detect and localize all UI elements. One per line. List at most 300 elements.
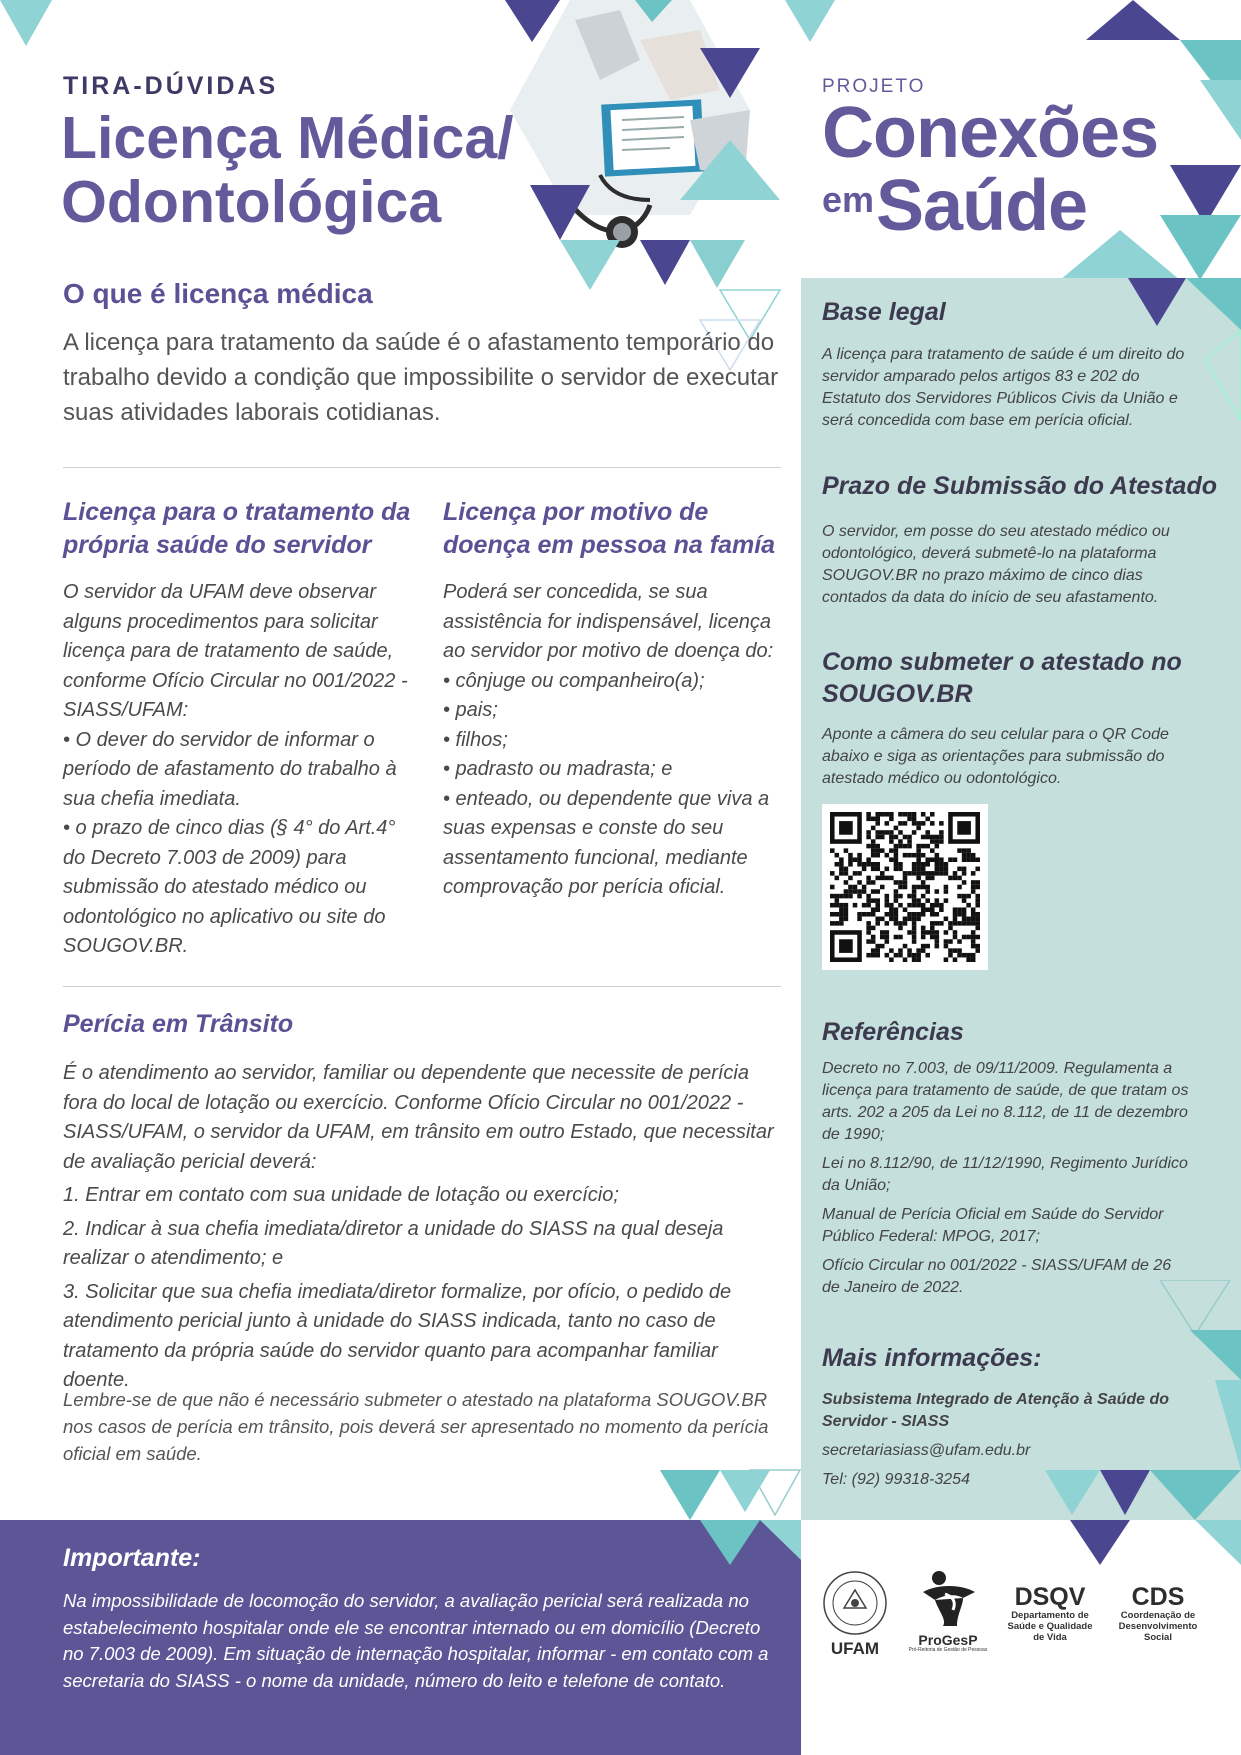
- pericia-note: Lembre-se de que não é necessário submeter o atestado na plataforma SOUGOV.BR nos casos de perícia em trânsito, pois deverá ser apresentado no momento da perícia oficial em saúde.: [63, 1389, 769, 1464]
- qr-module: [912, 939, 917, 944]
- qr-module: [844, 848, 849, 853]
- intro-title: O que é licença médica: [63, 278, 373, 309]
- qr-module: [907, 953, 912, 958]
- qr-module: [857, 853, 862, 858]
- qr-module: [880, 871, 885, 876]
- qr-module: [894, 889, 899, 894]
- col-right-line: • filhos;: [443, 728, 508, 751]
- qr-module: [966, 853, 971, 858]
- qr-module: [935, 939, 940, 944]
- qr-module: [962, 880, 967, 885]
- qr-module: [898, 830, 903, 835]
- qr-module: [898, 812, 903, 817]
- qr-module: [889, 957, 894, 962]
- qr-module: [912, 889, 917, 894]
- qr-module: [894, 848, 899, 853]
- qr-module: [871, 935, 876, 940]
- page-title: [61, 106, 561, 234]
- qr-module: [857, 894, 862, 899]
- qr-module: [930, 907, 935, 912]
- qr-module: [857, 889, 862, 894]
- cds-logo: [1110, 1584, 1206, 1643]
- qr-module: [944, 930, 949, 935]
- qr-module: [830, 871, 835, 876]
- qr-module: [889, 848, 894, 853]
- qr-module: [903, 885, 908, 890]
- qr-module: [935, 867, 940, 872]
- qr-module: [880, 830, 885, 835]
- qr-module: [875, 898, 880, 903]
- qr-module: [903, 821, 908, 826]
- qr-module: [916, 871, 921, 876]
- qr-module: [894, 867, 899, 872]
- qr-module: [975, 894, 980, 899]
- qr-module: [889, 817, 894, 822]
- qr-module: [944, 862, 949, 867]
- qr-module: [866, 921, 871, 926]
- qr-module: [866, 953, 871, 958]
- qr-module: [925, 835, 930, 840]
- qr-module: [907, 817, 912, 822]
- ufam-seal-icon: [822, 1570, 888, 1636]
- qr-module: [912, 953, 917, 958]
- qr-module: [948, 926, 953, 931]
- referencias-title: Referências: [822, 1018, 964, 1046]
- qr-module: [857, 871, 862, 876]
- qr-module: [939, 903, 944, 908]
- qr-module: [885, 812, 890, 817]
- qr-module: [853, 889, 858, 894]
- qr-module: [839, 862, 844, 867]
- qr-module: [912, 867, 917, 872]
- qr-module: [866, 876, 871, 881]
- qr-module: [894, 907, 899, 912]
- qr-module: [962, 907, 967, 912]
- pericia-text: [63, 1059, 775, 1400]
- qr-module: [894, 921, 899, 926]
- qr-module: [962, 848, 967, 853]
- qr-module: [953, 876, 958, 881]
- qr-module: [925, 944, 930, 949]
- qr-module: [957, 867, 962, 872]
- qr-module: [848, 862, 853, 867]
- qr-module: [875, 948, 880, 953]
- qr-module: [871, 948, 876, 953]
- qr-module: [930, 921, 935, 926]
- qr-module: [844, 917, 849, 922]
- qr-module: [971, 921, 976, 926]
- qr-module: [875, 848, 880, 853]
- qr-module: [853, 871, 858, 876]
- qr-module: [962, 871, 967, 876]
- qr-module: [939, 830, 944, 835]
- qr-module: [857, 880, 862, 885]
- qr-module: [953, 907, 958, 912]
- qr-module: [907, 903, 912, 908]
- qr-module: [880, 835, 885, 840]
- referencias-list: [822, 1058, 1190, 1306]
- brand-em: em: [822, 179, 875, 220]
- qr-module: [866, 898, 871, 903]
- qr-module: [853, 857, 858, 862]
- qr-module: [912, 926, 917, 931]
- qr-module: [898, 867, 903, 872]
- qr-module: [935, 862, 940, 867]
- importante-decor: [650, 1470, 801, 1570]
- qr-module: [925, 830, 930, 835]
- qr-module: [839, 917, 844, 922]
- qr-module: [962, 935, 967, 940]
- qr-module: [939, 871, 944, 876]
- qr-module: [925, 862, 930, 867]
- qr-module: [844, 889, 849, 894]
- mais-info-org: Subsistema Integrado de Atenção à Saúde do Servidor - SIASS: [822, 1391, 1170, 1430]
- qr-module: [925, 871, 930, 876]
- qr-module: [925, 953, 930, 958]
- qr-module: [935, 844, 940, 849]
- qr-module: [975, 926, 980, 931]
- qr-module: [885, 821, 890, 826]
- qr-module: [953, 948, 958, 953]
- qr-module: [830, 848, 835, 853]
- qr-module: [962, 867, 967, 872]
- qr-module: [925, 857, 930, 862]
- qr-module: [839, 857, 844, 862]
- qr-module: [885, 830, 890, 835]
- qr-module: [971, 880, 976, 885]
- qr-module: [912, 921, 917, 926]
- qr-module: [912, 912, 917, 917]
- divider: [63, 986, 781, 987]
- qr-module: [921, 880, 926, 885]
- qr-module: [930, 926, 935, 931]
- progesp-logo: [908, 1570, 988, 1654]
- qr-module: [898, 894, 903, 899]
- qr-module: [866, 835, 871, 840]
- qr-module: [830, 885, 835, 890]
- qr-module: [903, 844, 908, 849]
- qr-module: [975, 880, 980, 885]
- qr-module: [830, 921, 835, 926]
- qr-module: [875, 953, 880, 958]
- qr-module: [903, 917, 908, 922]
- qr-module: [935, 921, 940, 926]
- qr-module: [866, 926, 871, 931]
- qr-module: [844, 871, 849, 876]
- qr-module: [912, 862, 917, 867]
- qr-module: [925, 876, 930, 881]
- qr-module: [971, 957, 976, 962]
- qr-module: [885, 876, 890, 881]
- qr-module: [875, 917, 880, 922]
- qr-module: [866, 862, 871, 867]
- qr-module: [844, 880, 849, 885]
- qr-module: [894, 935, 899, 940]
- qr-module: [885, 903, 890, 908]
- qr-module: [916, 853, 921, 858]
- qr-module: [907, 844, 912, 849]
- qr-module: [975, 898, 980, 903]
- qr-module: [975, 948, 980, 953]
- qr-module: [912, 903, 917, 908]
- qr-module: [912, 812, 917, 817]
- pericia-paragraph: É o atendimento ao servidor, familiar ou dependente que necessite de perícia fora do local de lotação ou exercício. Conforme Ofício Circular no 001/2022 - SIASS/UFAM, o servidor da UFAM, em trânsito em outro Estado, que necessitar de avaliação pericial deverá:: [63, 1062, 774, 1173]
- qr-module: [971, 939, 976, 944]
- qr-module: [925, 930, 930, 935]
- qr-module: [975, 917, 980, 922]
- qr-module: [939, 857, 944, 862]
- qr-module: [844, 912, 849, 917]
- qr-module: [953, 957, 958, 962]
- qr-module: [966, 894, 971, 899]
- qr-module: [885, 935, 890, 940]
- qr-module: [935, 853, 940, 858]
- referencia-item: Manual de Perícia Oficial em Saúde do Servidor Público Federal: MPOG, 2017;: [822, 1206, 1164, 1245]
- qr-module: [880, 935, 885, 940]
- qr-module: [862, 889, 867, 894]
- qr-module: [944, 889, 949, 894]
- qr-module: [871, 953, 876, 958]
- qr-module: [898, 948, 903, 953]
- qr-module: [921, 912, 926, 917]
- qr-module: [939, 862, 944, 867]
- qr-module: [971, 871, 976, 876]
- qr-module: [875, 921, 880, 926]
- mais-info-email[interactable]: secretariasiass@ufam.edu.br: [822, 1442, 1031, 1459]
- col-right-line: • enteado, ou dependente que viva a suas expensas e conste do seu assentamento funcional, mediante comprovação por perícia oficial.: [443, 787, 770, 898]
- qr-module: [971, 857, 976, 862]
- qr-module: [957, 885, 962, 890]
- qr-module: [875, 812, 880, 817]
- qr-module: [866, 817, 871, 822]
- qr-module: [962, 921, 967, 926]
- referencia-item: Ofício Circular no 001/2022 - SIASS/UFAM de 26 de Janeiro de 2022.: [822, 1257, 1172, 1296]
- qr-module: [875, 907, 880, 912]
- qr-module: [944, 871, 949, 876]
- qr-module: [971, 930, 976, 935]
- qr-module: [925, 907, 930, 912]
- qr-module: [875, 835, 880, 840]
- qr-module: [957, 876, 962, 881]
- qr-module: [966, 921, 971, 926]
- qr-module: [871, 889, 876, 894]
- qr-module: [839, 821, 853, 835]
- qr-code-icon[interactable]: [822, 804, 988, 970]
- qr-module: [848, 885, 853, 890]
- qr-module: [930, 839, 935, 844]
- qr-module: [957, 848, 962, 853]
- qr-module: [848, 894, 853, 899]
- qr-module: [916, 912, 921, 917]
- qr-module: [857, 917, 862, 922]
- qr-module: [871, 867, 876, 872]
- qr-module: [866, 894, 871, 899]
- qr-module: [862, 862, 867, 867]
- brand-logo: [822, 76, 1222, 246]
- qr-module: [953, 917, 958, 922]
- qr-module: [889, 912, 894, 917]
- qr-module: [898, 903, 903, 908]
- qr-module: [921, 871, 926, 876]
- qr-module: [912, 821, 917, 826]
- qr-module: [916, 903, 921, 908]
- qr-module: [957, 907, 962, 912]
- qr-module: [962, 853, 967, 858]
- qr-module: [962, 894, 967, 899]
- qr-module: [930, 871, 935, 876]
- qr-module: [885, 853, 890, 858]
- mais-info-title: Mais informações:: [822, 1344, 1042, 1372]
- qr-module: [971, 935, 976, 940]
- qr-module: [875, 862, 880, 867]
- qr-module: [839, 867, 844, 872]
- pericia-paragraph: 1. Entrar em contato com sua unidade de lotação ou exercício;: [63, 1184, 619, 1206]
- qr-module: [916, 885, 921, 890]
- qr-module: [912, 957, 917, 962]
- qr-module: [971, 907, 976, 912]
- qr-module: [875, 817, 880, 822]
- qr-module: [894, 853, 899, 858]
- qr-module: [921, 812, 926, 817]
- qr-module: [903, 876, 908, 881]
- qr-module: [885, 930, 890, 935]
- footer-logos: [820, 1570, 1220, 1670]
- qr-module: [944, 957, 949, 962]
- qr-module: [903, 871, 908, 876]
- qr-module: [935, 871, 940, 876]
- qr-module: [916, 857, 921, 862]
- qr-module: [953, 912, 958, 917]
- qr-module: [948, 921, 953, 926]
- qr-module: [871, 839, 876, 844]
- col-right-line: • cônjuge ou companheiro(a);: [443, 669, 705, 692]
- qr-module: [916, 876, 921, 881]
- qr-module: [898, 844, 903, 849]
- qr-module: [885, 912, 890, 917]
- qr-module: [898, 880, 903, 885]
- qr-module: [907, 948, 912, 953]
- qr-module: [921, 903, 926, 908]
- divider: [63, 467, 781, 468]
- qr-module: [889, 876, 894, 881]
- qr-module: [925, 898, 930, 903]
- dsqv-logo: [1002, 1584, 1098, 1643]
- qr-module: [925, 844, 930, 849]
- prazo-text: O servidor, em posse do seu atestado médico ou odontológico, deverá submetê-lo na plataforma SOUGOV.BR no prazo máximo de cinco dias contados da data do início de seu afastamento.: [822, 523, 1170, 606]
- qr-module: [839, 921, 844, 926]
- col-left-line: O servidor da UFAM deve observar alguns procedimentos para solicitar licença para de tratamento de saúde, conforme Ofício Circular no 001/2022 - SIASS/UFAM:: [63, 581, 408, 721]
- qr-module: [875, 876, 880, 881]
- qr-module: [871, 862, 876, 867]
- qr-module: [871, 853, 876, 858]
- qr-module: [953, 857, 958, 862]
- qr-module: [962, 857, 967, 862]
- qr-module: [885, 939, 890, 944]
- qr-module: [866, 812, 871, 817]
- base-legal-title: Base legal: [822, 298, 946, 326]
- qr-module: [971, 944, 976, 949]
- qr-module: [903, 957, 908, 962]
- qr-module: [939, 839, 944, 844]
- qr-module: [889, 839, 894, 844]
- qr-module: [871, 939, 876, 944]
- qr-module: [871, 817, 876, 822]
- qr-module: [889, 917, 894, 922]
- dsqv-label: DSQV: [1014, 1583, 1086, 1611]
- qr-module: [966, 917, 971, 922]
- qr-module: [898, 921, 903, 926]
- qr-module: [894, 912, 899, 917]
- qr-module: [912, 853, 917, 858]
- cds-label: CDS: [1131, 1583, 1185, 1611]
- qr-module: [948, 857, 953, 862]
- brand-line2-wrap: [822, 166, 1222, 246]
- qr-module: [957, 953, 962, 958]
- brand-projeto: PROJETO: [822, 76, 926, 97]
- qr-module: [930, 835, 935, 840]
- qr-module: [844, 894, 849, 899]
- qr-module: [894, 857, 899, 862]
- qr-module: [875, 867, 880, 872]
- qr-module: [975, 944, 980, 949]
- qr-module: [939, 835, 944, 840]
- qr-module: [835, 853, 840, 858]
- qr-module: [880, 917, 885, 922]
- qr-module: [935, 935, 940, 940]
- qr-module: [871, 907, 876, 912]
- qr-module: [975, 885, 980, 890]
- qr-module: [957, 894, 962, 899]
- qr-module: [939, 867, 944, 872]
- pericia-title: Perícia em Trânsito: [63, 1010, 294, 1038]
- qr-module: [966, 903, 971, 908]
- qr-module: [953, 935, 958, 940]
- qr-module: [903, 921, 908, 926]
- qr-module: [866, 830, 871, 835]
- qr-module: [898, 885, 903, 890]
- qr-module: [907, 912, 912, 917]
- qr-module: [889, 907, 894, 912]
- qr-module: [889, 835, 894, 840]
- qr-module: [921, 885, 926, 890]
- qr-module: [835, 921, 840, 926]
- qr-module: [930, 812, 935, 817]
- qr-module: [944, 898, 949, 903]
- mais-info-tel: Tel: (92) 99318-3254: [822, 1471, 970, 1488]
- qr-module: [948, 948, 953, 953]
- qr-module: [916, 867, 921, 872]
- qr-module: [848, 876, 853, 881]
- qr-module: [962, 917, 967, 922]
- qr-module: [935, 903, 940, 908]
- progesp-label: ProGesP: [918, 1632, 978, 1648]
- col-left-line: • o prazo de cinco dias (§ 4° do Art.4° do Decreto 7.003 de 2009) para submissão do atestado médico ou odontológico no aplicativo ou site do SOUGOV.BR.: [63, 817, 396, 957]
- base-legal-text: A licença para tratamento de saúde é um direito do servidor amparado pelos artigos 83 e 202 do Estatuto dos Servidores Públicos Civis da União e será concedida com base em perícia oficial.: [822, 346, 1185, 429]
- qr-module: [971, 953, 976, 958]
- qr-module: [875, 903, 880, 908]
- qr-module: [921, 844, 926, 849]
- intro-text: A licença para tratamento da saúde é o afastamento temporário do trabalho devido a condição que impossibilite o servidor de executar suas atividades laborais cotidianas.: [63, 329, 779, 426]
- qr-module: [907, 930, 912, 935]
- qr-module: [889, 830, 894, 835]
- qr-module: [907, 894, 912, 899]
- qr-module: [898, 862, 903, 867]
- qr-module: [916, 848, 921, 853]
- qr-module: [835, 894, 840, 899]
- qr-module: [871, 826, 876, 831]
- qr-module: [898, 926, 903, 931]
- qr-module: [916, 957, 921, 962]
